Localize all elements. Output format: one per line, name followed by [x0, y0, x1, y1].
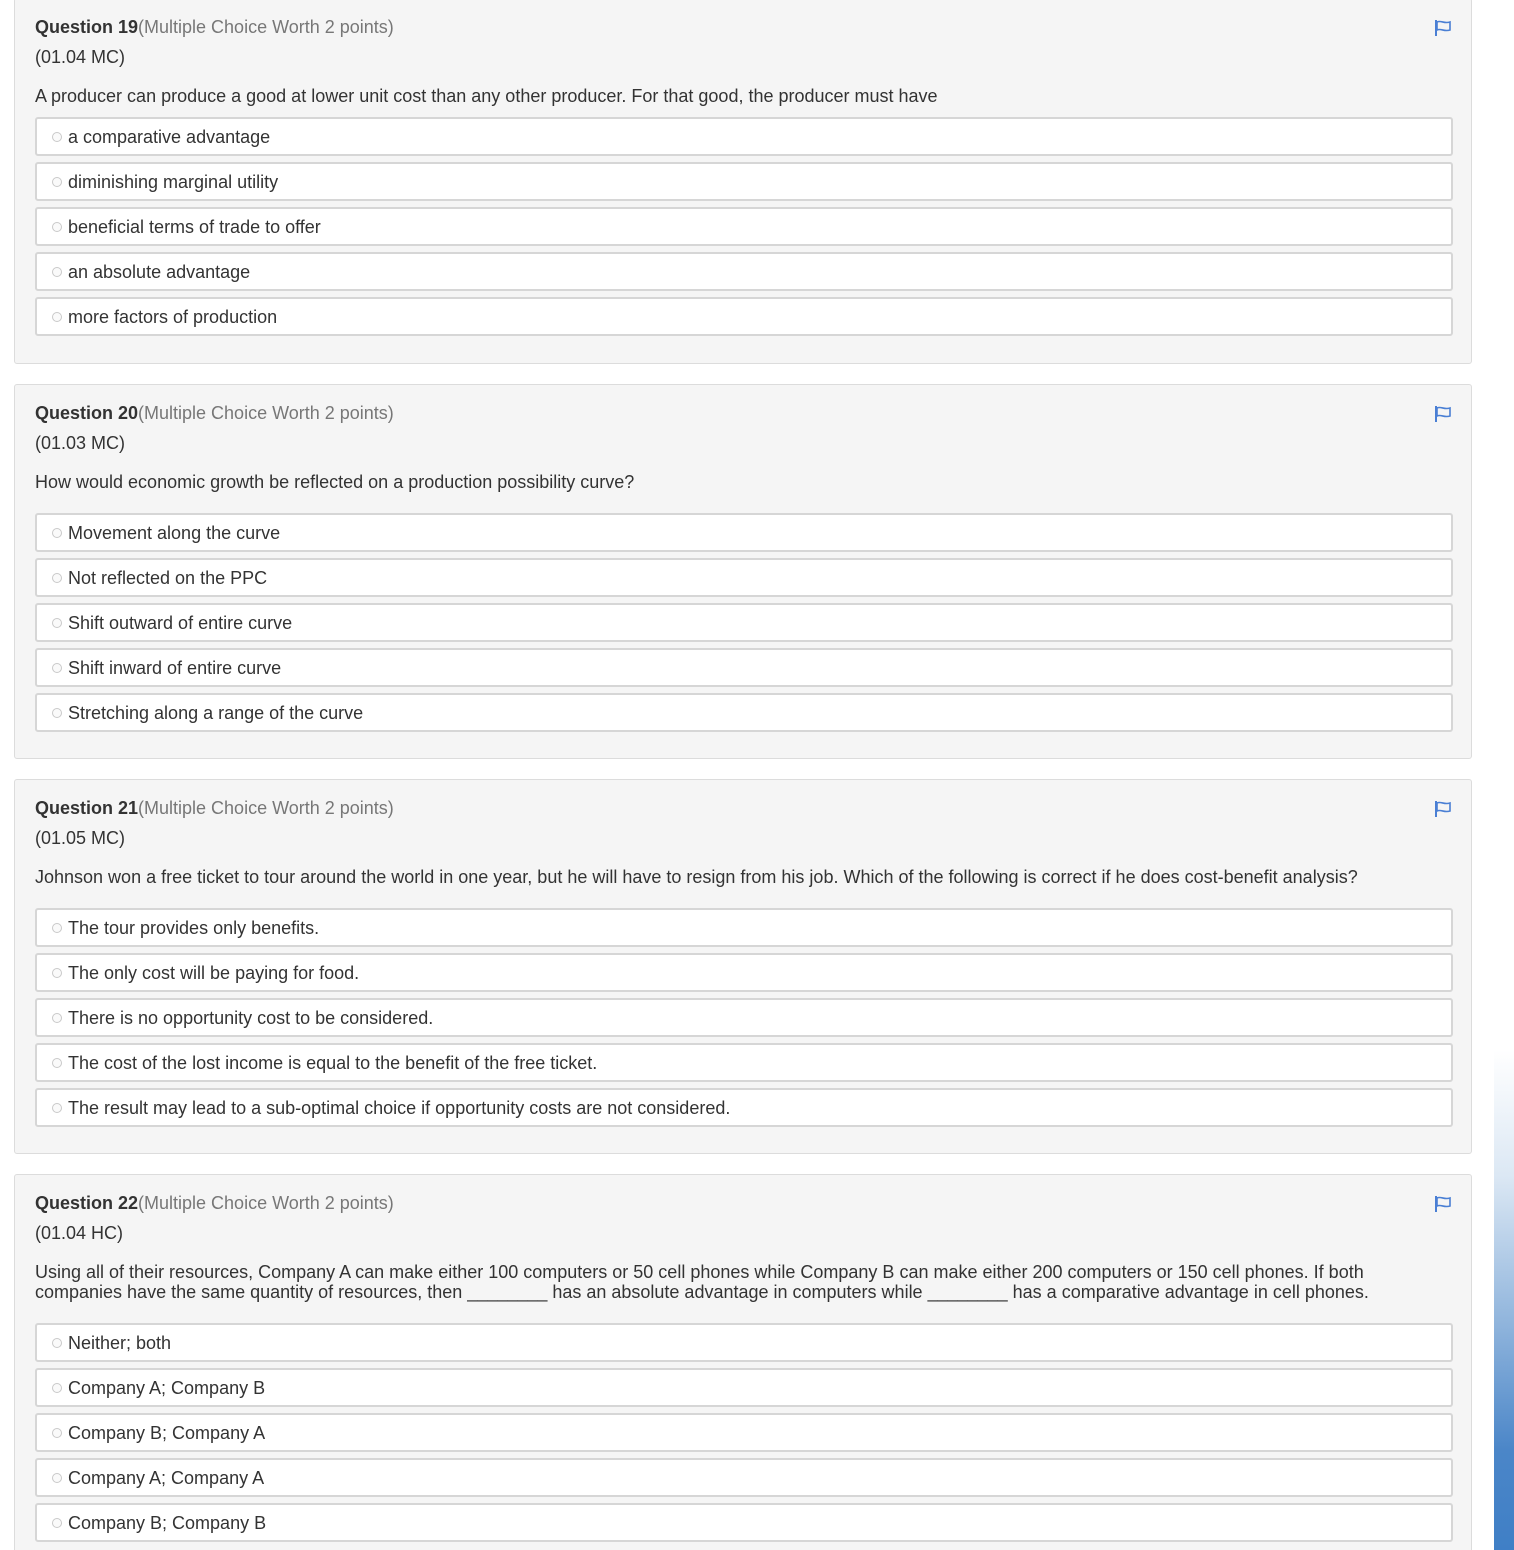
question-text: Johnson won a free ticket to tour around the world in one year, but he will have to resign from his job. Which of the following is correct if he does cost-benefit analysis? — [35, 867, 1358, 887]
question-code: (01.03 MC) — [35, 433, 126, 453]
option-label: The cost of the lost income is equal to the benefit of the free ticket. — [68, 1053, 598, 1073]
radio-button[interactable] — [52, 1428, 62, 1438]
option-label: Stretching along a range of the curve — [68, 703, 364, 723]
option-label: a comparative advantage — [68, 127, 271, 147]
question-19 — [14, 0, 1472, 364]
answer-option[interactable] — [35, 908, 1453, 947]
question-22 — [14, 1174, 1472, 1550]
flag-icon[interactable] — [1433, 19, 1453, 37]
radio-button[interactable] — [52, 573, 62, 583]
question-worth: (Multiple Choice Worth 2 points) — [138, 1193, 394, 1213]
option-label: beneficial terms of trade to offer — [68, 217, 321, 237]
flag-icon[interactable] — [1433, 1195, 1453, 1213]
radio-button[interactable] — [52, 312, 62, 322]
question-20 — [14, 384, 1472, 759]
question-header — [35, 402, 394, 424]
radio-button[interactable] — [52, 968, 62, 978]
option-label: Not reflected on the PPC — [68, 568, 268, 588]
radio-button[interactable] — [52, 132, 62, 142]
answer-option[interactable] — [35, 998, 1453, 1037]
answer-option[interactable] — [35, 1368, 1453, 1407]
option-label: Shift outward of entire curve — [68, 613, 293, 633]
question-code: (01.05 MC) — [35, 828, 126, 848]
question-number: Question 21 — [35, 798, 139, 818]
question-text: A producer can produce a good at lower unit cost than any other producer. For that good, the producer must have — [35, 86, 938, 106]
option-label: The tour provides only benefits. — [68, 918, 320, 938]
question-text: How would economic growth be reflected on a production possibility curve? — [35, 472, 635, 492]
answer-option[interactable] — [35, 117, 1453, 156]
window-edge-gradient — [1494, 1050, 1514, 1550]
radio-button[interactable] — [52, 267, 62, 277]
option-label: Shift inward of entire curve — [68, 658, 282, 678]
answer-option[interactable] — [35, 513, 1453, 552]
answer-option[interactable] — [35, 207, 1453, 246]
question-text: Using all of their resources, Company A can make either 100 computers or 50 cell phones while Company B can make either 200 computers or 150 cell phones. If both companies have the same quantity of resources, then ________ has an absolute advantage in computers while ________ has a comparative advantage in cell phones. — [35, 1262, 1369, 1302]
question-worth: (Multiple Choice Worth 2 points) — [138, 403, 394, 423]
answer-options — [35, 1323, 1453, 1548]
question-number: Question 19 — [35, 17, 139, 37]
answer-option[interactable] — [35, 1323, 1453, 1362]
question-number: Question 22 — [35, 1193, 139, 1213]
option-label: an absolute advantage — [68, 262, 251, 282]
radio-button[interactable] — [52, 177, 62, 187]
question-worth: (Multiple Choice Worth 2 points) — [138, 798, 394, 818]
answer-option[interactable] — [35, 1503, 1453, 1542]
answer-option[interactable] — [35, 603, 1453, 642]
flag-icon[interactable] — [1433, 800, 1453, 818]
question-header — [35, 797, 394, 819]
answer-option[interactable] — [35, 953, 1453, 992]
radio-button[interactable] — [52, 1058, 62, 1068]
radio-button[interactable] — [52, 1013, 62, 1023]
radio-button[interactable] — [52, 1338, 62, 1348]
radio-button[interactable] — [52, 222, 62, 232]
radio-button[interactable] — [52, 528, 62, 538]
answer-options — [35, 908, 1453, 1133]
question-worth: (Multiple Choice Worth 2 points) — [138, 17, 394, 37]
option-label: Company B; Company B — [68, 1513, 267, 1533]
option-label: Movement along the curve — [68, 523, 281, 543]
question-header — [35, 16, 394, 38]
option-label: Company B; Company A — [68, 1423, 266, 1443]
radio-button[interactable] — [52, 1383, 62, 1393]
option-label: There is no opportunity cost to be considered. — [68, 1008, 434, 1028]
flag-icon[interactable] — [1433, 405, 1453, 423]
answer-option[interactable] — [35, 1088, 1453, 1127]
question-code: (01.04 MC) — [35, 47, 126, 67]
option-label: Company A; Company B — [68, 1378, 266, 1398]
answer-option[interactable] — [35, 693, 1453, 732]
radio-button[interactable] — [52, 923, 62, 933]
answer-option[interactable] — [35, 1458, 1453, 1497]
option-label: Neither; both — [68, 1333, 172, 1353]
answer-option[interactable] — [35, 297, 1453, 336]
radio-button[interactable] — [52, 1103, 62, 1113]
radio-button[interactable] — [52, 708, 62, 718]
answer-option[interactable] — [35, 1413, 1453, 1452]
answer-options — [35, 117, 1453, 342]
question-number: Question 20 — [35, 403, 139, 423]
radio-button[interactable] — [52, 1473, 62, 1483]
answer-option[interactable] — [35, 648, 1453, 687]
question-header — [35, 1192, 394, 1214]
question-21 — [14, 779, 1472, 1154]
option-label: The only cost will be paying for food. — [68, 963, 360, 983]
option-label: The result may lead to a sub-optimal choice if opportunity costs are not considered. — [68, 1098, 731, 1118]
radio-button[interactable] — [52, 663, 62, 673]
option-label: diminishing marginal utility — [68, 172, 279, 192]
answer-option[interactable] — [35, 162, 1453, 201]
option-label: more factors of production — [68, 307, 278, 327]
answer-option[interactable] — [35, 252, 1453, 291]
answer-option[interactable] — [35, 1043, 1453, 1082]
answer-option[interactable] — [35, 558, 1453, 597]
radio-button[interactable] — [52, 1518, 62, 1528]
question-code: (01.04 HC) — [35, 1223, 124, 1243]
option-label: Company A; Company A — [68, 1468, 265, 1488]
answer-options — [35, 513, 1453, 738]
radio-button[interactable] — [52, 618, 62, 628]
